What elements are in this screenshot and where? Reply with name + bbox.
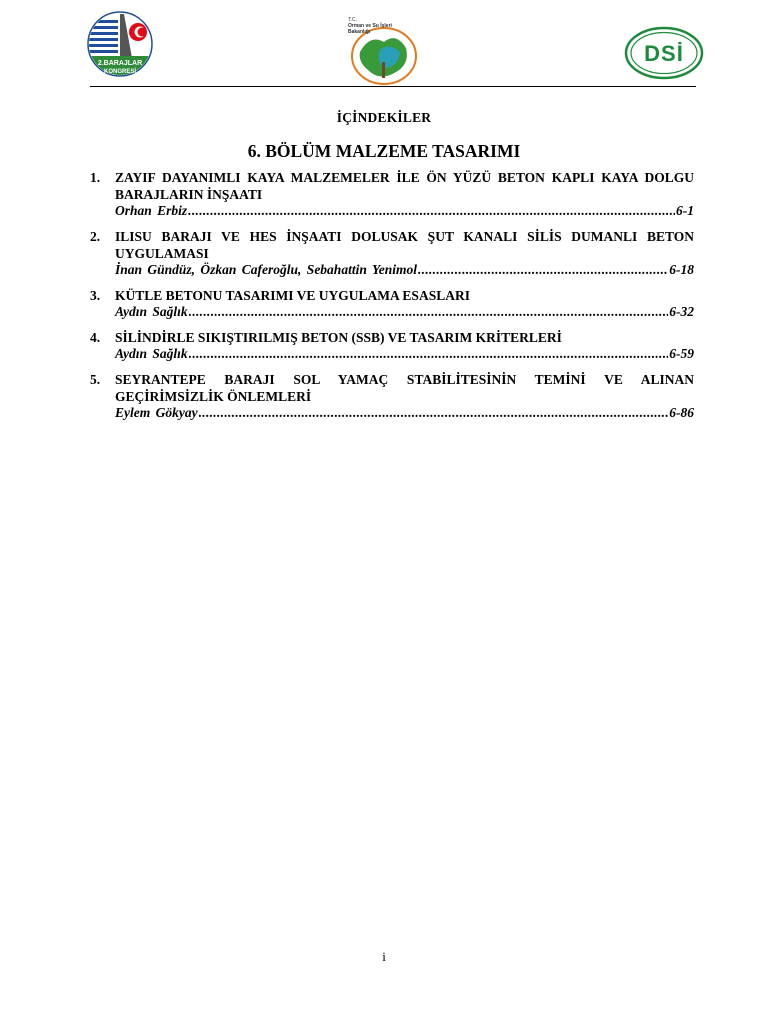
toc-title: İÇİNDEKİLER <box>336 110 432 125</box>
entry-author-line <box>115 203 694 218</box>
entry-author-line <box>115 304 694 319</box>
dsi-logo <box>624 26 704 80</box>
entry-title: ZAYIF DAYANIMLI KAYA MALZEMELER İLE ÖN YÜZÜ BETON KAPLI KAYA DOLGU BARAJLARIN İNŞAATI <box>115 170 694 202</box>
entry-author-line <box>115 262 694 277</box>
entry-title: ILISU BARAJI VE HES İNŞAATI DOLUSAK ŞUT KANALI SİLİS DUMANLI BETON UYGULAMASI <box>115 229 694 261</box>
entry-author: Eylem Gökyay <box>115 405 198 420</box>
entry-author: Aydın Sağlık <box>115 304 188 319</box>
entry-number: 5. <box>90 372 101 387</box>
header-divider <box>90 86 696 87</box>
left-logo-line-2: KONGRESİ <box>103 69 137 75</box>
entry-author: İnan Gündüz, Özkan Caferoğlu, Sebahattin Yenimol <box>115 262 417 277</box>
entry-title: SİLİNDİRLE SIKIŞTIRILMIŞ BETON (SSB) VE TASARIM KRİTERLERİ <box>115 330 562 345</box>
center-logo-line-1: T.C. <box>348 17 357 23</box>
entry-page: 6-18 <box>669 262 694 277</box>
entry-page: 6-59 <box>669 346 694 361</box>
entry-author-line <box>115 346 694 361</box>
entry-author: Orhan Erbiz <box>115 203 188 218</box>
entry-number: 3. <box>90 288 101 303</box>
entry-number: 2. <box>90 229 101 244</box>
entry-title: KÜTLE BETONU TASARIMI VE UYGULAMA ESASLARI <box>115 288 470 303</box>
toc-entry-3[interactable] <box>90 287 694 319</box>
toc-entry-4[interactable] <box>90 329 694 361</box>
entry-author: Aydın Sağlık <box>115 346 188 361</box>
entry-page: 6-86 <box>669 405 694 420</box>
left-logo-line-1: 2.BARAJLAR <box>97 60 143 67</box>
toc-entry-5[interactable] <box>90 371 694 420</box>
page-header <box>0 0 768 90</box>
entry-number: 1. <box>90 170 101 185</box>
leader-dots <box>199 405 669 420</box>
page-number: i <box>382 949 386 964</box>
toc-entries <box>90 169 694 430</box>
entry-author-line <box>115 405 694 420</box>
center-logo-line-3: Bakanlığı <box>348 29 371 35</box>
center-logo-line-2: Orman ve Su İşleri <box>348 23 392 29</box>
leader-dots <box>189 304 669 319</box>
leader-dots <box>418 262 668 277</box>
entry-page: 6-1 <box>676 203 694 218</box>
entry-number: 4. <box>90 330 101 345</box>
barajlar-kongresi-logo <box>86 10 154 78</box>
section-title: 6. BÖLÜM MALZEME TASARIMI <box>247 141 521 161</box>
toc-entry-2[interactable] <box>90 228 694 277</box>
entry-page: 6-32 <box>669 304 694 319</box>
leader-dots <box>188 203 675 218</box>
entry-title: SEYRANTEPE BARAJI SOL YAMAÇ STABİLİTESİNİN TEMİNİ VE ALINAN GEÇİRİMSİZLİK ÖNLEMLERİ <box>115 372 694 404</box>
right-logo-text: DSİ <box>644 41 684 66</box>
leader-dots <box>189 346 669 361</box>
ministry-logo <box>340 12 424 86</box>
toc-entry-1[interactable] <box>90 169 694 218</box>
